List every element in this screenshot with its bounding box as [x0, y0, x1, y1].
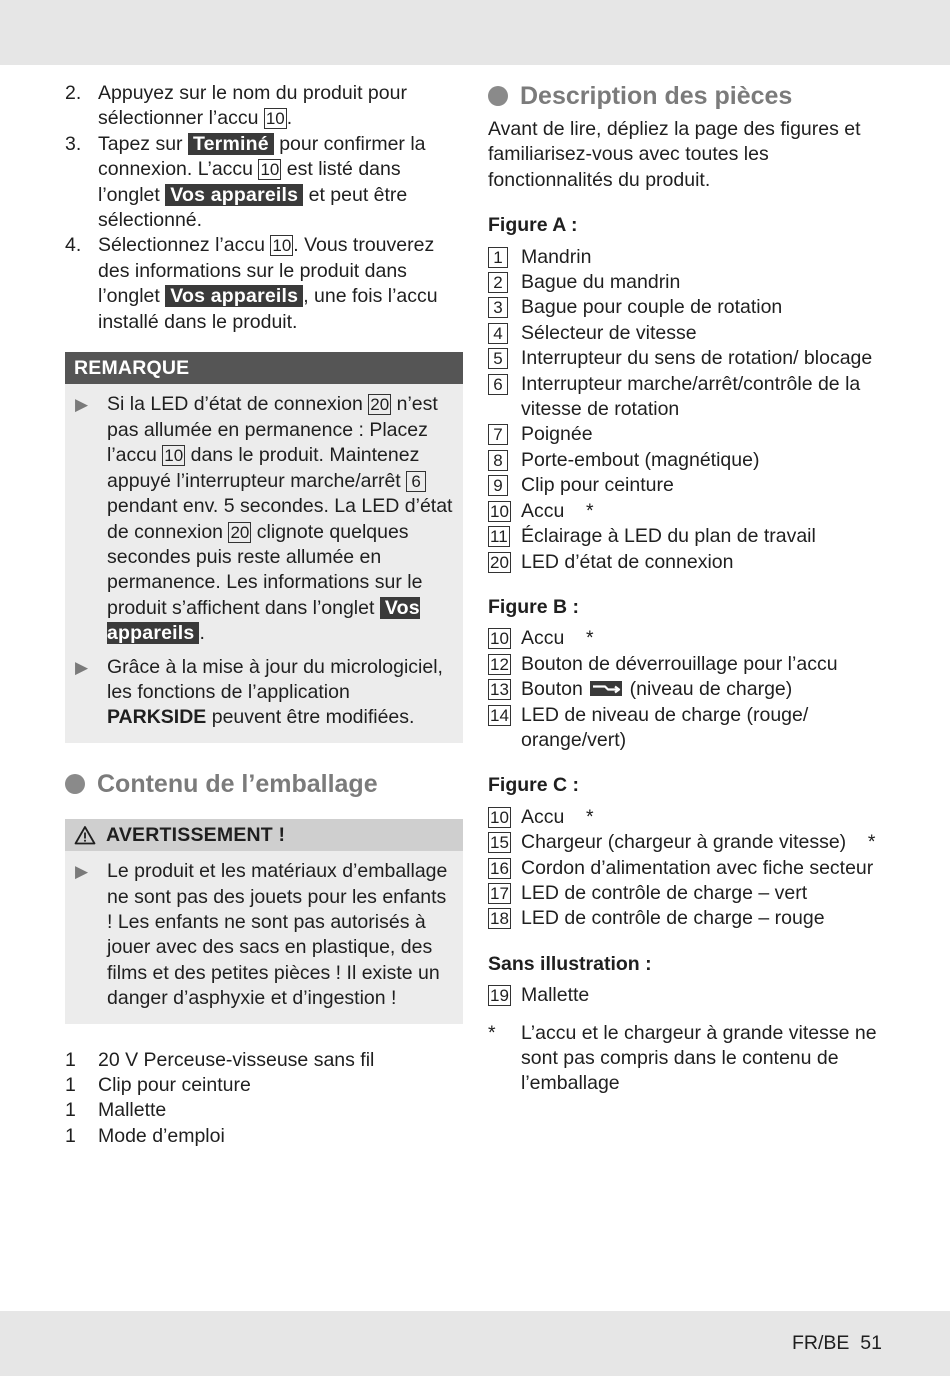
- part-label: [521, 983, 888, 1008]
- part-number: [488, 372, 521, 423]
- step-item: [65, 81, 463, 132]
- reference-number-box: 6: [406, 471, 426, 492]
- reference-number-box: 10: [490, 629, 509, 649]
- reference-number-box: 3: [488, 297, 508, 318]
- warning-bullet: [75, 859, 454, 1011]
- reference-number-box: 6: [488, 374, 508, 395]
- part-number: [488, 703, 521, 754]
- reference-number-box: 15: [490, 833, 509, 853]
- part-label-text: Accu *: [521, 627, 594, 650]
- contents-section-title: [65, 769, 463, 799]
- package-item: [65, 1073, 463, 1098]
- item-name: Clip pour ceinture: [98, 1074, 251, 1096]
- part-label-text: Chargeur (chargeur à grande vitesse) *: [521, 831, 876, 854]
- part-item: [488, 983, 888, 1008]
- reference-number-box: 10: [490, 807, 509, 827]
- reference-number-box: 11: [490, 527, 508, 547]
- part-number: [488, 448, 521, 473]
- text-run: . Vous trouverez des informations sur le produit dans l’onglet: [98, 234, 435, 308]
- part-label-text: Porte-embout (magnétique): [521, 448, 760, 471]
- part-number: [488, 983, 521, 1008]
- part-label-text: Mallette: [521, 984, 590, 1007]
- step-item: [65, 132, 463, 234]
- text-run: Appuyez sur le nom du produit pour sélectionner l’accu: [98, 82, 407, 130]
- note-title: REMARQUE: [65, 352, 463, 384]
- part-label: [521, 805, 888, 830]
- bullet-triangle-icon: ▶: [75, 862, 89, 882]
- note-bullet-text: [107, 392, 454, 646]
- part-label-text: LED de niveau de charge (rouge/ orange/vert): [521, 703, 809, 751]
- text-run: et peut être sélectionné.: [98, 183, 408, 232]
- text-run: est listé dans l’onglet: [98, 158, 401, 206]
- warning-header: [65, 819, 463, 851]
- part-item: [488, 372, 888, 423]
- parts-section-title: [488, 81, 888, 111]
- part-item: [488, 524, 888, 549]
- text-run: .: [199, 622, 205, 645]
- part-number: [488, 499, 521, 524]
- figures-list: [488, 213, 888, 1008]
- page-number: 51: [860, 1332, 882, 1354]
- reference-number-box: 7: [488, 424, 508, 445]
- text-run: Si la LED d’état de connexion: [107, 393, 369, 416]
- warning-panel: [65, 819, 463, 1024]
- part-label: [521, 422, 888, 447]
- item-name: Mallette: [98, 1099, 167, 1122]
- battery-charge-icon: [590, 681, 622, 696]
- reference-number-box: 18: [490, 909, 509, 929]
- text-run: , une fois l’accu installé dans le produit.: [98, 285, 438, 333]
- figure-title: Sans illustration :: [488, 952, 652, 975]
- reference-number-box: 5: [488, 348, 508, 369]
- reference-number-box: 12: [490, 654, 509, 674]
- package-contents-list: [65, 1048, 463, 1150]
- part-label-text: Éclairage à LED du plan de travail: [521, 525, 816, 548]
- footnote: [488, 1021, 888, 1097]
- part-label: [521, 295, 888, 320]
- item-quantity: 1: [65, 1099, 76, 1122]
- left-column: [65, 81, 463, 1149]
- note-bullet-text: [107, 655, 454, 731]
- part-label-text: LED de contrôle de charge – vert: [521, 881, 808, 904]
- footnote-mark: *: [488, 1021, 496, 1044]
- part-label-text: Poignée: [521, 423, 593, 446]
- part-item: [488, 448, 888, 473]
- part-number: [488, 652, 521, 677]
- part-label-text: Sélecteur de vitesse: [521, 321, 697, 344]
- reference-number-box: 2: [488, 272, 508, 293]
- text-run: .: [286, 107, 293, 130]
- item-quantity: 1: [65, 1124, 76, 1147]
- reference-number-box: 10: [265, 109, 285, 129]
- reference-number-box: 16: [490, 858, 509, 878]
- part-number: [488, 321, 521, 346]
- part-item: [488, 805, 888, 830]
- steps-list: [65, 81, 463, 335]
- package-item: [65, 1048, 463, 1073]
- reference-number-box: 20: [370, 395, 390, 415]
- part-label: [521, 652, 888, 677]
- part-number: [488, 346, 521, 371]
- part-label-text: Accu *: [521, 499, 594, 522]
- text-run: pour confirmer la connexion. L’accu: [98, 132, 426, 181]
- part-label: [521, 448, 888, 473]
- step-text: [98, 81, 463, 132]
- part-number: [488, 473, 521, 498]
- part-label-text: LED de contrôle de charge – rouge: [521, 907, 825, 930]
- part-label-text: Bouton de déverrouillage pour l’accu: [521, 652, 838, 675]
- text-run: Tapez sur: [98, 132, 188, 155]
- part-label: [521, 881, 888, 906]
- parts-title-text: Description des pièces: [520, 82, 793, 110]
- part-item: [488, 626, 888, 651]
- part-number: [488, 805, 521, 830]
- reference-number-box: 10: [272, 236, 292, 256]
- part-item: [488, 830, 888, 855]
- step-number: 4.: [65, 234, 82, 257]
- reference-number-box: 13: [490, 680, 509, 700]
- warning-triangle-icon: [74, 825, 96, 845]
- note-body: [65, 384, 463, 742]
- app-tab-label: Terminé: [188, 133, 274, 155]
- part-item: [488, 321, 888, 346]
- part-number: [488, 881, 521, 906]
- bullet-triangle-icon: ▶: [75, 657, 89, 677]
- part-item: [488, 703, 888, 754]
- part-number: [488, 524, 521, 549]
- part-item: [488, 473, 888, 498]
- step-text: [98, 132, 463, 234]
- reference-number-box: 19: [490, 986, 509, 1006]
- part-label: [521, 677, 888, 702]
- page-footer: [792, 1331, 882, 1356]
- part-item: [488, 422, 888, 447]
- part-number: [488, 677, 521, 702]
- part-label-text: Clip pour ceinture: [521, 474, 674, 497]
- app-tab-label: Vos appareils: [107, 596, 420, 645]
- warning-body: [65, 851, 463, 1023]
- part-item: [488, 346, 888, 371]
- part-label: [521, 906, 888, 931]
- part-label-text: Cordon d’alimentation avec fiche secteur: [521, 856, 874, 879]
- part-label-suffix: (niveau de charge): [629, 678, 793, 701]
- step-number: 2.: [65, 82, 82, 104]
- part-label-text: Bouton: [521, 678, 583, 701]
- part-label-text: Bague pour couple de rotation: [521, 296, 783, 319]
- part-item: [488, 906, 888, 931]
- section-bullet-icon: [65, 774, 85, 794]
- note-panel: [65, 352, 463, 743]
- figure-title: Figure B :: [488, 595, 579, 618]
- reference-number-box: 10: [164, 446, 184, 466]
- note-bullet: [75, 392, 454, 646]
- part-item: [488, 677, 888, 702]
- package-item: [65, 1124, 463, 1149]
- text-run: dans le produit. Maintenez appuyé l’interrupteur marche/arrêt: [107, 444, 420, 492]
- part-label: [521, 346, 888, 371]
- figure-title: Figure C :: [488, 774, 579, 797]
- reference-number-box: 4: [488, 323, 508, 344]
- item-quantity: 1: [65, 1074, 76, 1096]
- part-item: [488, 856, 888, 881]
- part-label: [521, 856, 888, 881]
- brand-name: PARKSIDE: [107, 706, 207, 729]
- text-run: clignote quelques secondes puis reste allumée en permanence. Les informations sur le produit s’affichent dans l’onglet: [107, 520, 423, 619]
- part-item: [488, 245, 888, 270]
- part-number: [488, 626, 521, 651]
- header-band: [0, 0, 950, 65]
- app-tab-label: Vos appareils: [165, 184, 303, 206]
- text-run: Grâce à la mise à jour du micrologiciel, les fonctions de l’application: [107, 655, 443, 703]
- part-label: [521, 626, 888, 651]
- app-tab-label: Vos appareils: [165, 285, 303, 307]
- part-label-text: Interrupteur marche/arrêt/contrôle de la vitesse de rotation: [521, 372, 861, 421]
- part-number: [488, 550, 521, 575]
- footer-label: FR/BE: [792, 1332, 850, 1354]
- reference-number-box: 20: [490, 552, 509, 572]
- step-text: [98, 233, 463, 335]
- part-label: [521, 830, 888, 855]
- step-number: 3.: [65, 132, 82, 155]
- part-label: [521, 372, 888, 423]
- item-name: 20 V Perceuse-visseuse sans fil: [98, 1048, 375, 1071]
- part-number: [488, 830, 521, 855]
- bullet-triangle-icon: ▶: [75, 395, 89, 415]
- part-label: [521, 270, 888, 295]
- part-number: [488, 295, 521, 320]
- part-label-text: Interrupteur du sens de rotation/ blocage: [521, 347, 873, 370]
- reference-number-box: 10: [260, 160, 280, 180]
- item-quantity: 1: [65, 1048, 76, 1071]
- parts-intro: Avant de lire, dépliez la page des figures et familiarisez-vous avec toutes les fonctionnalités du produit.: [488, 118, 861, 191]
- note-bullet: [75, 655, 454, 731]
- step-item: [65, 233, 463, 335]
- text-run: peuvent être modifiées.: [206, 706, 415, 729]
- part-label: [521, 550, 888, 575]
- part-label: [521, 499, 888, 524]
- part-number: [488, 245, 521, 270]
- part-label-text: Bague du mandrin: [521, 271, 681, 294]
- part-number: [488, 906, 521, 931]
- part-item: [488, 295, 888, 320]
- warning-text: Le produit et les matériaux d’emballage ne sont pas des jouets pour les enfants ! Les enfants ne sont pas autorisés à jouer avec des sacs en plastique, des films et des petites pièces ! Il existe un danger d’asphyxie et d’ingestion !: [107, 860, 448, 1010]
- item-name: Mode d’emploi: [98, 1124, 225, 1147]
- reference-number-box: 9: [488, 475, 508, 496]
- part-item: [488, 270, 888, 295]
- part-label-text: LED d’état de connexion: [521, 550, 734, 573]
- reference-number-box: 14: [490, 705, 509, 725]
- part-item: [488, 550, 888, 575]
- reference-number-box: 1: [488, 247, 508, 268]
- part-item: [488, 881, 888, 906]
- contents-title-text: Contenu de l’emballage: [97, 769, 378, 798]
- reference-number-box: 10: [490, 501, 509, 521]
- part-number: [488, 856, 521, 881]
- part-label: [521, 524, 888, 549]
- package-item: [65, 1098, 463, 1123]
- part-label: [521, 321, 888, 346]
- part-number: [488, 422, 521, 447]
- footnote-text: L’accu et le chargeur à grande vitesse ne sont pas compris dans le contenu de l’emballage: [521, 1021, 877, 1095]
- text-run: Sélectionnez l’accu: [98, 234, 271, 257]
- section-bullet-icon: [488, 86, 508, 106]
- part-label: [521, 703, 888, 754]
- part-item: [488, 499, 888, 524]
- figure-title: Figure A :: [488, 214, 578, 237]
- reference-number-box: 20: [230, 522, 250, 542]
- reference-number-box: 17: [490, 883, 509, 903]
- part-label-text: Accu *: [521, 805, 594, 828]
- part-number: [488, 270, 521, 295]
- reference-number-box: 8: [488, 450, 508, 471]
- part-label-text: Mandrin: [521, 245, 592, 268]
- part-label: [521, 245, 888, 270]
- part-label: [521, 473, 888, 498]
- part-item: [488, 652, 888, 677]
- text-run: pendant env. 5 secondes. La LED d’état de connexion: [107, 495, 453, 543]
- right-column: [488, 81, 888, 1097]
- warning-title: AVERTISSEMENT !: [106, 823, 286, 846]
- text-run: n’est pas allumée en permanence : Placez l’accu: [107, 393, 438, 467]
